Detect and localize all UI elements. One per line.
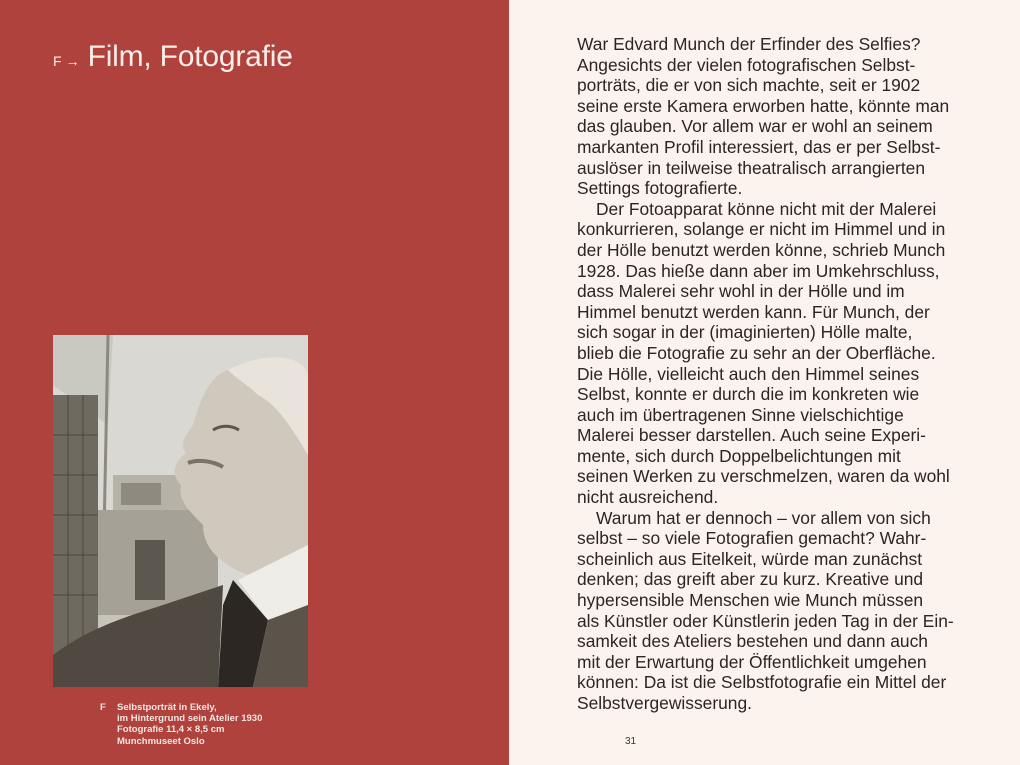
text-line: Selbstvergewisserung. — [577, 693, 752, 713]
body-text — [577, 34, 992, 714]
text-line: seinen Werken zu verschmelzen, waren da wohl — [577, 466, 950, 487]
text-line: sich sogar in der (imaginierten) Hölle malte, — [577, 322, 913, 343]
paragraph-2 — [577, 199, 992, 508]
section-heading — [53, 40, 293, 74]
text-line: War Edvard Munch der Erfinder des Selfies? — [577, 34, 921, 54]
text-line: markanten Profil interessiert, das er per Selbst- — [577, 136, 941, 157]
text-line: mente, sich durch Doppelbelichtungen mit — [577, 445, 901, 466]
text-line: auslöser in teilweise theatralisch arrangierten — [577, 157, 925, 178]
text-line: konkurrieren, solange er nicht im Himmel und in — [577, 219, 946, 240]
text-line: nicht ausreichend. — [577, 487, 719, 508]
section-letter: F — [53, 53, 62, 69]
text-line: Der Fotoapparat könne nicht mit der Malerei — [596, 198, 937, 219]
paragraph-3 — [577, 508, 992, 714]
text-line: mit der Erwartung der Öffentlichkeit umgehen — [577, 651, 927, 672]
left-page — [0, 0, 509, 765]
text-line: hypersensible Menschen wie Munch müssen — [577, 590, 924, 611]
caption-title: Selbstporträt in Ekely, — [117, 702, 217, 713]
text-line: Settings fotografierte. — [577, 178, 743, 199]
text-line: samkeit des Ateliers bestehen und dann auch — [577, 631, 928, 652]
self-portrait-photo — [53, 335, 308, 687]
text-line: Warum hat er dennoch – vor allem von sich — [596, 507, 931, 528]
caption-collection: Munchmuseet Oslo — [117, 735, 205, 747]
text-line: blieb die Fotografie zu sehr an der Oberfläche. — [577, 342, 936, 363]
text-line: Malerei besser darstellen. Auch seine Experi- — [577, 425, 926, 446]
caption-letter: F — [100, 702, 106, 713]
photo-illustration — [53, 335, 308, 687]
text-line: das glauben. Vor allem war er wohl an seinem — [577, 116, 933, 137]
text-line: seine erste Kamera erworben hatte, könnte man — [577, 95, 950, 116]
text-line: selbst – so viele Fotografien gemacht? Wahr- — [577, 528, 927, 549]
text-line: können: Da ist die Selbstfotografie ein Mittel der — [577, 672, 947, 693]
text-line: scheinlich aus Eitelkeit, würde man zunächst — [577, 548, 923, 569]
caption-subtitle-year: im Hintergrund sein Atelier 1930 — [117, 713, 263, 725]
text-line: Himmel benutzt werden kann. Für Munch, der — [577, 301, 930, 322]
text-line: porträts, die er von sich machte, seit er 1902 — [577, 75, 921, 96]
section-title: Film, Fotografie — [87, 40, 293, 73]
text-line: auch im übertragenen Sinne vielschichtige — [577, 404, 904, 425]
figure-caption — [101, 702, 262, 747]
text-line: Angesichts der vielen fotografischen Selbst- — [577, 54, 916, 75]
text-line: Selbst, konnte er durch die im konkreten wie — [577, 384, 920, 405]
arrow-right-icon: → — [65, 53, 80, 69]
text-line: dass Malerei sehr wohl in der Hölle und im — [577, 281, 905, 302]
text-line: denken; das greift aber zu kurz. Kreative und — [577, 569, 924, 590]
text-line: als Künstler oder Künstlerin jeden Tag in der Ein- — [577, 610, 954, 631]
text-line: der Hölle benutzt werden könne, schrieb Munch — [577, 239, 946, 260]
caption-lines — [117, 702, 262, 747]
paragraph-1 — [577, 34, 992, 199]
page-number: 31 — [625, 736, 637, 747]
text-line: Die Hölle, vielleicht auch den Himmel seines — [577, 363, 920, 384]
text-line: 1928. Das hieße dann aber im Umkehrschluss, — [577, 260, 940, 281]
caption-medium-dimensions: Fotografie 11,4 × 8,5 cm — [117, 724, 225, 736]
